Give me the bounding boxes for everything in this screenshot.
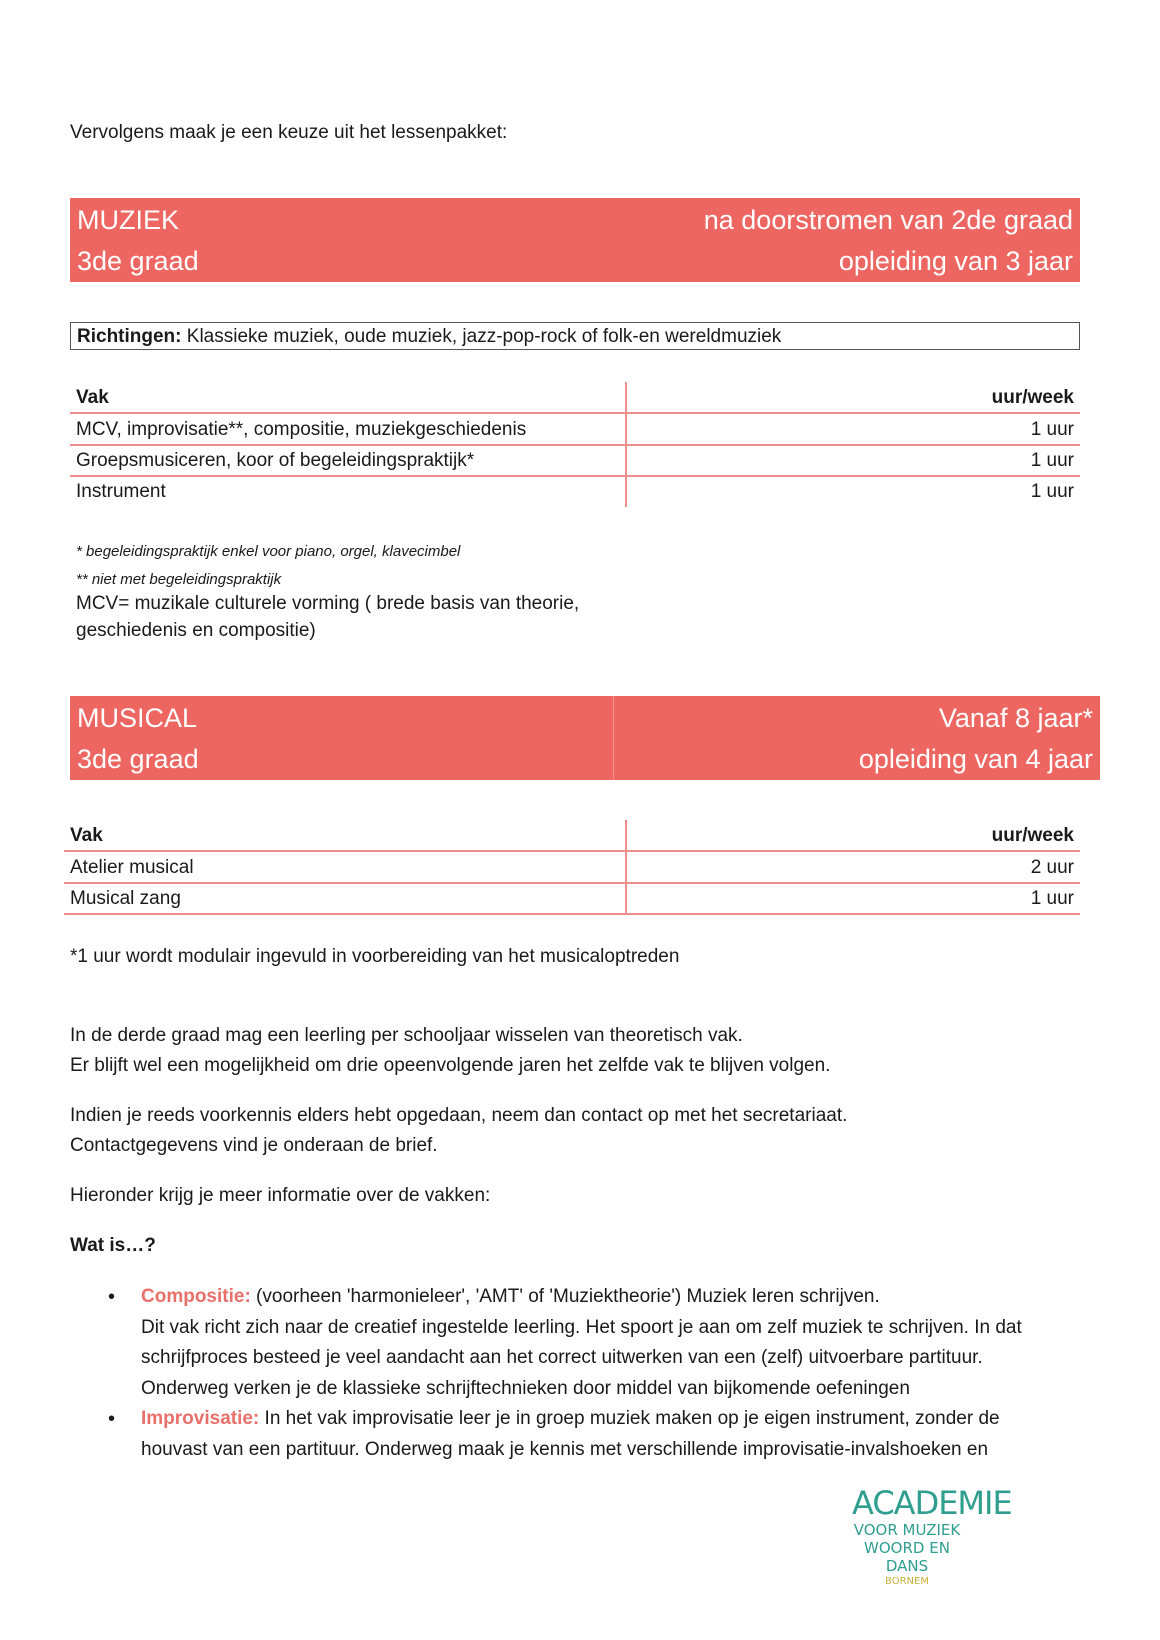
- richtingen-box: [70, 322, 1080, 350]
- muziek-duration: opleiding van 3 jaar: [838, 246, 1073, 276]
- musical-duration: opleiding van 4 jaar: [858, 744, 1093, 774]
- wat-is-heading: Wat is…?: [70, 1235, 156, 1256]
- musical-grade: 3de graad: [77, 744, 199, 774]
- paragraph-2: [70, 1101, 847, 1161]
- table-row: [64, 883, 1080, 915]
- muziek-table: [70, 382, 1080, 507]
- musical-banner-right: [859, 698, 1093, 780]
- row-vak: Musical zang: [70, 888, 181, 909]
- table-row: [64, 852, 1080, 884]
- musical-footnote: *1 uur wordt modulair ingevuld in voorbereiding van het musicaloptreden: [70, 946, 680, 967]
- row-vak: Instrument: [76, 481, 166, 502]
- list-item: [105, 1404, 1065, 1465]
- table-row: [70, 445, 1080, 477]
- muziek-title: MUZIEK: [77, 205, 180, 235]
- row-vak: Atelier musical: [70, 857, 194, 878]
- col-vak-header: Vak: [70, 825, 103, 846]
- row-uur: 1 uur: [1030, 481, 1074, 502]
- row-uur: 1 uur: [1030, 450, 1074, 471]
- row-uur: 1 uur: [1030, 419, 1074, 440]
- vakken-list: [105, 1282, 1065, 1465]
- footnote-niet-met: ** niet met begeleidingspraktijk: [76, 571, 282, 588]
- bullet-icon: •: [108, 1408, 116, 1430]
- col-uur-header: uur/week: [991, 387, 1074, 408]
- musical-banner-split: [613, 696, 614, 780]
- musical-title: MUSICAL: [77, 703, 198, 733]
- row-uur: 2 uur: [1030, 857, 1074, 878]
- muziek-banner-right: [704, 200, 1073, 282]
- table-row: [70, 414, 1080, 446]
- paragraph-1: [70, 1021, 830, 1081]
- mcv-line-2: geschiedenis en compositie): [76, 620, 316, 641]
- bullet-term: Compositie:: [141, 1286, 251, 1307]
- musical-table: [64, 820, 1080, 915]
- richtingen-label: Richtingen:: [77, 326, 182, 347]
- bullet-icon: •: [108, 1286, 116, 1308]
- table-header-row: [64, 820, 1080, 852]
- logo-line-2: VOOR MUZIEK: [853, 1521, 961, 1539]
- col-vak-header: Vak: [76, 387, 109, 408]
- logo-line-3: WOORD EN DANS: [864, 1539, 950, 1575]
- col-uur-header: uur/week: [991, 825, 1074, 846]
- muziek-condition: na doorstromen van 2de graad: [703, 205, 1073, 235]
- musical-banner-left: [77, 698, 199, 780]
- bullet-term: Improvisatie:: [141, 1408, 260, 1429]
- logo-line-4: BORNEM: [885, 1576, 929, 1587]
- list-item: [105, 1282, 1065, 1404]
- paragraph-2-line-1: Indien je reeds voorkennis elders hebt opgedaan, neem dan contact op met het secretariaat.: [70, 1105, 848, 1126]
- academie-logo: [852, 1484, 1012, 1589]
- bullet-text: In het vak improvisatie leer je in groep muziek maken op je eigen instrument, zonder de houvast van een partituur. Onderweg maak je kennis met verschillende improvisatie-invalshoeken en: [141, 1408, 1000, 1460]
- paragraph-3: Hieronder krijg je meer informatie over de vakken:: [70, 1185, 491, 1206]
- table-row: [70, 476, 1080, 506]
- row-uur: 1 uur: [1030, 888, 1074, 909]
- bullet-text: (voorheen 'harmonieleer', 'AMT' of 'Muziektheorie') Muziek leren schrijven.: [250, 1286, 880, 1307]
- footnote-begeleiding: * begeleidingspraktijk enkel voor piano, orgel, klavecimbel: [76, 543, 461, 560]
- musical-condition: Vanaf 8 jaar*: [938, 703, 1093, 733]
- intro-text: Vervolgens maak je een keuze uit het lessenpakket:: [70, 122, 508, 143]
- bullet-more: Dit vak richt zich naar de creatief ingestelde leerling. Het spoort je aan om zelf muziek te schrijven. In dat schrijfproces besteed je veel aandacht aan het correct uitwerken van een (zelf) uitvoerbare partituur. Onderweg verken je de klassieke schrijftechnieken door middel van bijkomende oefeningen: [141, 1316, 1022, 1399]
- paragraph-1-line-2: Er blijft wel een mogelijkheid om drie opeenvolgende jaren het zelfde vak te blijven volgen.: [70, 1055, 831, 1076]
- muziek-banner: [70, 198, 1080, 282]
- muziek-banner-left: [77, 200, 199, 282]
- paragraph-2-line-2: Contactgegevens vind je onderaan de brief.: [70, 1135, 438, 1156]
- paragraph-1-line-1: In de derde graad mag een leerling per schooljaar wisselen van theoretisch vak.: [70, 1025, 743, 1046]
- row-vak: Groepsmusiceren, koor of begeleidingspraktijk*: [76, 450, 475, 471]
- row-vak: MCV, improvisatie**, compositie, muziekgeschiedenis: [76, 419, 527, 440]
- logo-line-1: ACADEMIE: [852, 1484, 1012, 1522]
- mcv-line-1: MCV= muzikale culturele vorming ( brede basis van theorie,: [76, 593, 580, 614]
- muziek-grade: 3de graad: [77, 246, 199, 276]
- table-header-row: [70, 382, 1080, 414]
- richtingen-text: Klassieke muziek, oude muziek, jazz-pop-rock of folk-en wereldmuziek: [186, 326, 782, 347]
- musical-banner: [70, 696, 1100, 780]
